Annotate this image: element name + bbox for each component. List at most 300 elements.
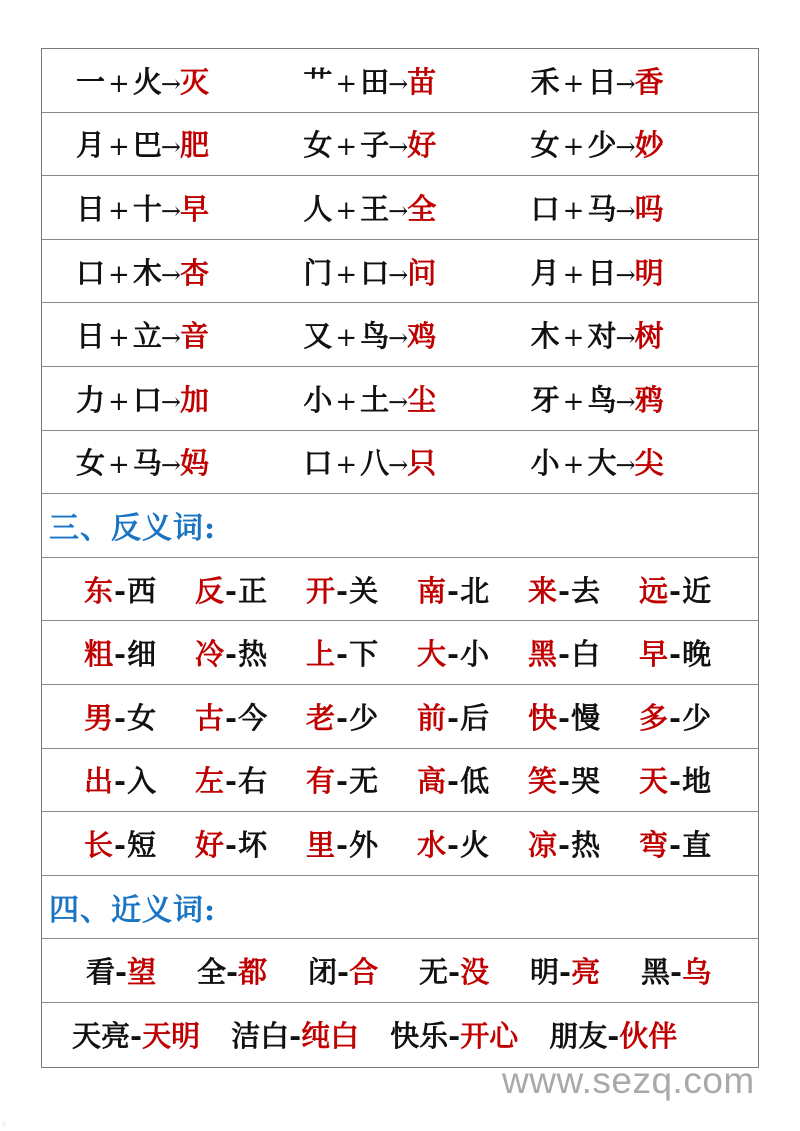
plus-sign: +	[562, 132, 584, 163]
word-b: 下	[349, 637, 379, 672]
antonym-pair	[639, 696, 750, 737]
dash: -	[289, 1019, 302, 1054]
synonym-pair	[86, 950, 197, 991]
antonym-pair	[417, 759, 528, 800]
plus-sign: +	[108, 323, 129, 354]
antonym-pair	[528, 632, 639, 673]
combo-item	[76, 123, 303, 164]
synonym-pair	[72, 1014, 200, 1055]
word-a: 老	[306, 700, 336, 735]
antonym-pair	[306, 759, 417, 800]
word-b: 天明	[142, 1019, 201, 1054]
word-a: 朋友	[549, 1019, 608, 1054]
component-b: 子	[360, 128, 389, 163]
word-a: 洁白	[231, 1019, 290, 1054]
antonym-row	[42, 558, 758, 622]
dash: -	[558, 764, 571, 799]
antonym-pair	[195, 696, 306, 737]
antonym-pair	[84, 569, 195, 610]
antonym-pair	[306, 632, 417, 673]
word-a: 快乐	[390, 1019, 449, 1054]
component-b: 立	[132, 319, 161, 354]
dash: -	[448, 955, 461, 990]
antonym-pair	[195, 632, 306, 673]
antonym-pair	[306, 696, 417, 737]
plus-sign: +	[335, 132, 357, 163]
antonym-pair	[528, 696, 639, 737]
plus-sign: +	[108, 450, 129, 481]
component-b: 鸟	[360, 319, 389, 354]
word-b: 开心	[460, 1019, 519, 1054]
combo-item	[76, 441, 303, 482]
word-b: 哭	[571, 764, 601, 799]
dash: -	[670, 955, 683, 990]
word-a: 东	[84, 573, 114, 608]
corner-mark: ↄ	[2, 1122, 5, 1128]
word-a: 开	[306, 573, 336, 608]
combo-item	[76, 251, 303, 292]
word-a: 南	[417, 573, 447, 608]
dash: -	[225, 827, 238, 862]
word-a: 有	[306, 764, 336, 799]
combo-item	[303, 314, 530, 355]
synonyms-heading-row	[42, 876, 758, 940]
word-b: 关	[349, 573, 379, 608]
word-b: 直	[682, 827, 712, 862]
word-a: 弯	[639, 827, 669, 862]
antonym-pair	[639, 823, 750, 864]
dash: -	[225, 764, 238, 799]
plus-sign: +	[108, 132, 129, 163]
antonym-pair	[84, 823, 195, 864]
dash: -	[559, 955, 572, 990]
dash: -	[336, 764, 349, 799]
plus-sign: +	[562, 259, 584, 290]
combo-item	[531, 378, 758, 419]
component-a: 女	[303, 128, 332, 163]
plus-sign: +	[108, 259, 129, 290]
arrow-icon: →	[615, 133, 635, 162]
combo-item	[531, 251, 758, 292]
arrow-icon: →	[160, 451, 180, 480]
word-b: 地	[682, 764, 712, 799]
word-b: 纯白	[301, 1019, 360, 1054]
combo-row	[42, 113, 758, 177]
antonym-pair	[417, 823, 528, 864]
word-b: 坏	[238, 827, 268, 862]
word-b: 望	[127, 955, 157, 990]
component-a: 月	[76, 128, 105, 163]
word-a: 远	[639, 573, 669, 608]
arrow-icon: →	[388, 196, 408, 225]
word-b: 去	[571, 573, 601, 608]
synonym-pair	[530, 950, 641, 991]
dash: -	[558, 573, 571, 608]
result-char: 尘	[407, 382, 436, 417]
result-char: 杏	[179, 255, 208, 290]
plus-sign: +	[562, 386, 584, 417]
word-b: 没	[460, 955, 490, 990]
result-char: 全	[407, 191, 436, 226]
word-a: 无	[419, 955, 449, 990]
word-b: 细	[127, 637, 157, 672]
word-a: 看	[86, 955, 116, 990]
word-b: 短	[127, 827, 157, 862]
combo-item	[303, 441, 530, 482]
word-a: 古	[195, 700, 225, 735]
result-char: 妈	[179, 446, 208, 481]
synonym-row	[42, 939, 758, 1003]
word-a: 左	[195, 764, 225, 799]
component-b: 土	[360, 382, 389, 417]
result-char: 灭	[179, 64, 208, 99]
antonym-pair	[639, 759, 750, 800]
antonym-pair	[639, 632, 750, 673]
dash: -	[448, 1019, 461, 1054]
synonym-pair	[390, 1014, 518, 1055]
combo-row	[42, 303, 758, 367]
word-b: 伙伴	[619, 1019, 678, 1054]
component-a: 口	[303, 446, 332, 481]
plus-sign: +	[562, 323, 584, 354]
word-a: 长	[84, 827, 114, 862]
component-a: 禾	[530, 64, 559, 99]
antonym-pair	[195, 759, 306, 800]
component-a: 木	[530, 319, 559, 354]
antonym-pair	[528, 823, 639, 864]
result-char: 好	[407, 128, 436, 163]
word-a: 闭	[308, 955, 338, 990]
component-a: 一	[76, 64, 105, 99]
arrow-icon: →	[388, 69, 408, 98]
combo-item	[76, 60, 303, 101]
component-b: 少	[587, 128, 616, 163]
dash: -	[336, 573, 349, 608]
arrow-icon: →	[160, 324, 180, 353]
combo-item	[531, 187, 758, 228]
word-b: 乌	[682, 955, 712, 990]
component-b: 巴	[132, 128, 161, 163]
combo-row	[42, 49, 758, 113]
result-char: 鸡	[407, 319, 436, 354]
word-b: 热	[571, 827, 601, 862]
combo-item	[76, 314, 303, 355]
word-a: 天	[639, 764, 669, 799]
component-a: 女	[530, 128, 559, 163]
result-char: 早	[179, 191, 208, 226]
antonym-pair	[84, 696, 195, 737]
word-a: 笑	[528, 764, 558, 799]
dash: -	[337, 955, 350, 990]
result-char: 只	[407, 446, 436, 481]
word-b: 西	[127, 573, 157, 608]
component-a: 口	[76, 255, 105, 290]
dash: -	[114, 637, 127, 672]
combo-item	[303, 251, 530, 292]
word-b: 晚	[682, 637, 712, 672]
result-char: 明	[634, 255, 663, 290]
word-b: 少	[682, 700, 712, 735]
dash: -	[336, 637, 349, 672]
component-a: 日	[76, 191, 105, 226]
component-b: 田	[360, 64, 389, 99]
component-b: 火	[132, 64, 161, 99]
word-a: 高	[417, 764, 447, 799]
word-a: 粗	[84, 637, 114, 672]
arrow-icon: →	[388, 451, 408, 480]
plus-sign: +	[335, 259, 357, 290]
plus-sign: +	[108, 195, 129, 226]
plus-sign: +	[108, 68, 129, 99]
dash: -	[336, 700, 349, 735]
dash: -	[336, 827, 349, 862]
arrow-icon: →	[615, 451, 635, 480]
combo-item	[76, 378, 303, 419]
component-a: 口	[530, 191, 559, 226]
dash: -	[669, 573, 682, 608]
component-b: 马	[587, 191, 616, 226]
arrow-icon: →	[615, 324, 635, 353]
word-b: 热	[238, 637, 268, 672]
word-b: 小	[460, 637, 490, 672]
dash: -	[558, 827, 571, 862]
dash: -	[114, 700, 127, 735]
plus-sign: +	[562, 68, 584, 99]
word-a: 快	[528, 700, 558, 735]
word-a: 全	[197, 955, 227, 990]
word-a: 凉	[528, 827, 558, 862]
antonym-pair	[84, 632, 195, 673]
plus-sign: +	[562, 450, 584, 481]
antonym-row	[42, 812, 758, 876]
plus-sign: +	[335, 195, 357, 226]
word-b: 女	[127, 700, 157, 735]
combo-item	[531, 441, 758, 482]
dash: -	[447, 700, 460, 735]
plus-sign: +	[108, 386, 129, 417]
component-a: 力	[76, 382, 105, 417]
antonym-pair	[195, 569, 306, 610]
combo-item	[303, 60, 530, 101]
component-a: 小	[303, 382, 332, 417]
result-char: 香	[634, 64, 663, 99]
dash: -	[558, 637, 571, 672]
word-a: 上	[306, 637, 336, 672]
combo-item	[531, 123, 758, 164]
arrow-icon: →	[615, 196, 635, 225]
dash: -	[225, 700, 238, 735]
antonym-pair	[528, 569, 639, 610]
component-b: 大	[587, 446, 616, 481]
component-b: 口	[132, 382, 161, 417]
word-b: 火	[460, 827, 490, 862]
antonym-row	[42, 621, 758, 685]
synonym-pair	[419, 950, 530, 991]
combo-item	[76, 187, 303, 228]
dash: -	[130, 1019, 143, 1054]
component-b: 王	[360, 191, 389, 226]
dash: -	[669, 764, 682, 799]
antonym-pair	[528, 759, 639, 800]
dash: -	[669, 827, 682, 862]
antonyms-heading-row	[42, 494, 758, 558]
result-char: 妙	[634, 128, 663, 163]
word-a: 大	[417, 637, 447, 672]
worksheet-table	[41, 48, 759, 1068]
arrow-icon: →	[388, 324, 408, 353]
word-a: 黑	[528, 637, 558, 672]
plus-sign: +	[335, 386, 357, 417]
component-a: 艹	[303, 64, 332, 99]
arrow-icon: →	[388, 133, 408, 162]
combo-row	[42, 176, 758, 240]
antonym-row	[42, 685, 758, 749]
word-a: 明	[530, 955, 560, 990]
combo-item	[303, 378, 530, 419]
dash: -	[114, 764, 127, 799]
combo-row	[42, 431, 758, 495]
word-a: 出	[84, 764, 114, 799]
word-a: 多	[639, 700, 669, 735]
antonym-pair	[417, 569, 528, 610]
component-b: 日	[587, 255, 616, 290]
synonym-pair	[549, 1014, 677, 1055]
word-a: 男	[84, 700, 114, 735]
component-a: 牙	[530, 382, 559, 417]
combo-row	[42, 367, 758, 431]
arrow-icon: →	[615, 260, 635, 289]
section-heading-synonyms: 四、近义词:	[49, 893, 217, 929]
dash: -	[115, 955, 128, 990]
combo-row	[42, 240, 758, 304]
component-b: 对	[587, 319, 616, 354]
dash: -	[447, 827, 460, 862]
result-char: 问	[407, 255, 436, 290]
word-b: 正	[238, 573, 268, 608]
component-a: 小	[530, 446, 559, 481]
word-b: 近	[682, 573, 712, 608]
word-a: 反	[195, 573, 225, 608]
antonym-pair	[84, 759, 195, 800]
combo-item	[531, 314, 758, 355]
dash: -	[669, 637, 682, 672]
plus-sign: +	[562, 195, 584, 226]
word-a: 水	[417, 827, 447, 862]
dash: -	[669, 700, 682, 735]
word-b: 少	[349, 700, 379, 735]
word-b: 后	[460, 700, 490, 735]
word-b: 亮	[571, 955, 601, 990]
result-char: 音	[179, 319, 208, 354]
antonym-pair	[306, 569, 417, 610]
component-a: 人	[303, 191, 332, 226]
component-b: 口	[360, 255, 389, 290]
arrow-icon: →	[160, 196, 180, 225]
synonym-pair	[197, 950, 308, 991]
synonym-row-double	[42, 1003, 758, 1067]
plus-sign: +	[335, 323, 357, 354]
combo-item	[531, 60, 758, 101]
dash: -	[114, 573, 127, 608]
arrow-icon: →	[160, 387, 180, 416]
component-a: 女	[76, 446, 105, 481]
result-char: 吗	[634, 191, 663, 226]
dash: -	[226, 955, 239, 990]
arrow-icon: →	[160, 69, 180, 98]
dash: -	[447, 637, 460, 672]
dash: -	[114, 827, 127, 862]
result-char: 加	[179, 382, 208, 417]
arrow-icon: →	[388, 260, 408, 289]
word-b: 右	[238, 764, 268, 799]
dash: -	[558, 700, 571, 735]
dash: -	[225, 573, 238, 608]
word-b: 今	[238, 700, 268, 735]
component-a: 日	[76, 319, 105, 354]
arrow-icon: →	[615, 69, 635, 98]
combo-item	[303, 187, 530, 228]
word-a: 好	[195, 827, 225, 862]
result-char: 鸦	[634, 382, 663, 417]
word-a: 里	[306, 827, 336, 862]
dash: -	[607, 1019, 620, 1054]
component-b: 八	[360, 446, 389, 481]
component-b: 木	[132, 255, 161, 290]
component-a: 门	[303, 255, 332, 290]
synonym-pair	[308, 950, 419, 991]
synonym-pair	[231, 1014, 359, 1055]
word-b: 无	[349, 764, 379, 799]
component-b: 鸟	[587, 382, 616, 417]
word-a: 天亮	[72, 1019, 131, 1054]
antonym-pair	[639, 569, 750, 610]
word-a: 来	[528, 573, 558, 608]
result-char: 树	[634, 319, 663, 354]
component-b: 马	[132, 446, 161, 481]
section-heading-antonyms: 三、反义词:	[49, 511, 217, 547]
dash: -	[447, 573, 460, 608]
word-b: 慢	[571, 700, 601, 735]
watermark: www.sezq.com	[502, 1060, 755, 1101]
word-b: 白	[571, 637, 601, 672]
antonym-pair	[417, 696, 528, 737]
word-a: 冷	[195, 637, 225, 672]
plus-sign: +	[335, 68, 357, 99]
dash: -	[225, 637, 238, 672]
antonym-pair	[306, 823, 417, 864]
dash: -	[447, 764, 460, 799]
arrow-icon: →	[160, 133, 180, 162]
antonym-pair	[195, 823, 306, 864]
arrow-icon: →	[615, 387, 635, 416]
synonym-pair	[641, 950, 752, 991]
arrow-icon: →	[160, 260, 180, 289]
component-b: 十	[132, 191, 161, 226]
antonym-pair	[417, 632, 528, 673]
plus-sign: +	[335, 450, 357, 481]
component-b: 日	[587, 64, 616, 99]
component-a: 又	[303, 319, 332, 354]
word-b: 入	[127, 764, 157, 799]
word-b: 都	[238, 955, 268, 990]
word-a: 前	[417, 700, 447, 735]
word-a: 黑	[641, 955, 671, 990]
word-b: 北	[460, 573, 490, 608]
antonym-row	[42, 749, 758, 813]
combo-item	[303, 123, 530, 164]
result-char: 尖	[634, 446, 663, 481]
word-b: 低	[460, 764, 490, 799]
